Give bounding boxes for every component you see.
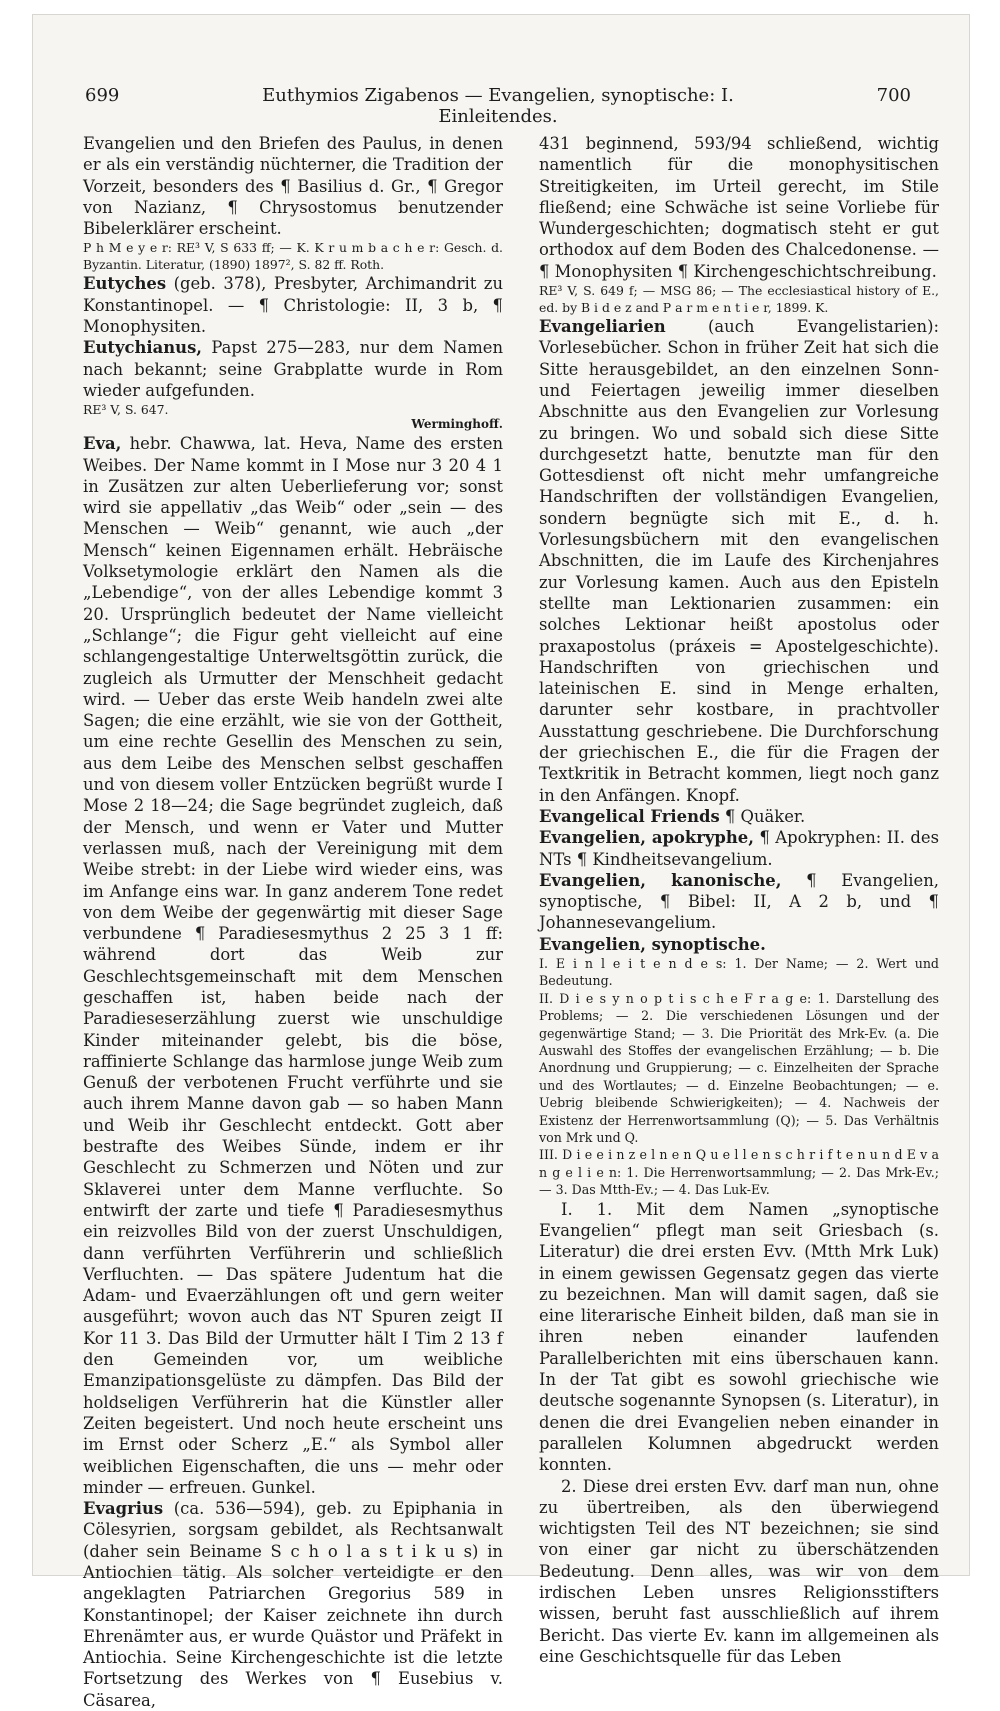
scanned-page bbox=[32, 14, 970, 1710]
paragraph bbox=[539, 870, 939, 934]
paragraph-text: I. E i n l e i t e n d e s: 1. Der Name; — 2. Wert und Bedeutung. bbox=[539, 955, 939, 989]
paragraph-text: ¶ Apokryphen: II. des NTs ¶ Kindheitsevangelium. bbox=[539, 828, 939, 869]
bibliography-note bbox=[539, 282, 939, 316]
paragraph bbox=[539, 133, 939, 282]
paragraph bbox=[83, 433, 503, 1498]
outline-entry bbox=[539, 955, 939, 990]
paragraph-text: (ca. 536—594), geb. zu Epiphania in Cölesyrien, sorgsam gebildet, als Rechtsanwalt (daher sein Beiname S c h o l a s t i k u s) in Antiochien tätig. Als solcher verteidigte er den angeklagten Patriarchen Gregorius 589 in Konstantinopel; der Kaiser zeichnete ihn durch Ehrenämter aus, er wurde Quästor und Präfekt in Antiochia. Seine Kirchengeschichte ist die letzte Fortsetzung des Werkes von ¶ Eusebius v. Cäsarea, bbox=[83, 1499, 503, 1710]
paragraph bbox=[83, 1498, 503, 1711]
paragraph bbox=[83, 273, 503, 337]
paragraph bbox=[539, 806, 939, 827]
entry-headword: Eutychianus, bbox=[83, 338, 203, 358]
entry-headword: Evangelien, synoptische. bbox=[539, 934, 766, 954]
paragraph-text: Papst 275—283, nur dem Namen nach bekannt; seine Grabplatte wurde in Rom wieder aufgefunden. bbox=[83, 338, 503, 400]
paragraph-text: ¶ Evangelien, synoptische, ¶ Bibel: II, A 2 b, und ¶ Johannesevangelium. bbox=[539, 870, 939, 933]
page-number-right: 700 bbox=[876, 85, 911, 106]
page-number-left: 699 bbox=[85, 85, 120, 106]
running-title: Euthymios Zigabenos — Evangelien, synoptische: I. Einleitendes. bbox=[262, 85, 734, 127]
paragraph-text: (geb. 378), Presbyter, Archimandrit zu Konstantinopel. — ¶ Christologie: II, 3 b, ¶ Monophysiten. bbox=[83, 274, 503, 337]
paragraph-text: hebr. Chawwa, lat. Heva, Name des ersten Weibes. Der Name kommt in I Mose nur 3 20 4 1 in Zusätzen zur alten Ueberlieferung vor; sonst wird sie appellativ „das Weib“ oder „sein — des Menschen — Weib“ genannt, wie auch „der Mensch“ keinen Eigennamen erhält. Hebräische Volksetymologie erklärt den Namen als die „Lebendige“, von der alles Lebendige kommt 3 20. Ursprünglich bedeutet der Name vielleicht „Schlange“; die Figur geht vielleicht auf eine schlangengestaltige Unterweltsgöttin zurück, die zugleich als Urmutter der Menschheit gedacht wird. — Ueber das erste Weib handeln zwei alte Sagen; die eine erzählt, wie sie von der Gottheit, um eine rechte Gesellin des Menschen zu sein, aus dem Leibe des Menschen selbst geschaffen und von diesem voller Entzücken begrüßt wurde I Mose 2 18—24; die Sage begründet zugleich, daß der Mensch, und wenn er Vater und Mutter verlassen muß, nach der Vereinigung mit dem Weibe strebt: in der Liebe wird wieder eins, was im Anfange eins war. In ganz anderem Tone redet von dem Weibe der gegenwärtig mit dieser Sage verbundene ¶ Paradiesesmythus 2 25 3 1 ff: während dort das Weib zur Geschlechtsgemeinschaft mit dem Menschen geschaffen ist, haben beide nach der Paradieseserzählung zuerst wie unschuldige Kinder miteinander gelebt, bis die böse, raffinierte Schlange das harmlose junge Weib zum Genuß der verbotenen Frucht verführte und sie auch ihrem Manne davon gab — so haben Mann und Weib ihr Geschlecht entdeckt. Gott aber bestrafte des Weibes Sünde, indem er ihr Geschlecht zu Schmerzen und Nöten und zur Sklaverei unter dem Manne verfluchte. So entwirft der zarte und tiefe ¶ Paradiesesmythus ein reizvolles Bild von der zuerst Unschuldigen, dann verführten Verführerin und schließlich Verfluchten. — Das spätere Judentum hat die Adam- und Evaerzählungen oft und gern weiter ausgeführt; wovon auch das NT Spuren zeigt II Kor 11 3. Das Bild der Urmutter hält I Tim 2 13 f den Gemeinden vor, um weibliche Emanzipationsgelüste zu dämpfen. Das Bild der holdseligen Verführerin hat die Künstler aller Zeiten begeistert. Und noch heute erscheint uns im Ernst oder Scherz „E.“ als Symbol aller weiblichen Eigenschaften, die uns — mehr oder minder — erfreuen. Gunkel. bbox=[83, 434, 503, 1497]
paragraph-text: I. 1. Mit dem Namen „synoptische Evangelien“ pflegt man seit Griesbach (s. Literatur) die drei ersten Evv. (Mtth Mrk Luk) in einem gewissen Gegensatz gegen das vierte zu bezeichnen. Man will damit sagen, daß sie eine literarische Einheit bilden, daß man sie in ihren neben einander laufenden Parallelberichten mit eins überschauen kann. In der Tat gibt es sowohl griechische wie deutsche sogenannte Synopsen (s. Literatur), in denen die drei Evangelien neben einander in parallelen Kolumnen abgedruckt werden konnten. bbox=[539, 1199, 939, 1475]
right-column bbox=[539, 133, 939, 1667]
left-column bbox=[83, 133, 503, 1711]
running-head bbox=[85, 85, 911, 127]
entry-headword: Evangelien, kanonische, bbox=[539, 870, 782, 890]
paragraph bbox=[539, 827, 939, 870]
paragraph-text: II. D i e s y n o p t i s c h e F r a g e: 1. Darstellung des Problems; — 2. Die verschiedenen Lösungen und der gegenwärtige Stand; — 3. Die Priorität des Mrk-Ev. (a. Die Auswahl des Stoffes der evangelischen Erzählung; — b. Die Anordnung und Gruppierung; — c. Einzelheiten der Sprache und des Wortlautes; — d. Einzelne Beobachtungen; — e. Uebrig bleibende Schwierigkeiten); — 4. Nachweis der Existenz der Herrenwortsammlung (Q); — 5. Das Verhältnis von Mrk und Q. bbox=[539, 990, 939, 1146]
paragraph-text: P h M e y e r: RE³ V, S 633 ff; — K. K r u m b a c h e r: Gesch. d. Byzantin. Literatur, (1890) 1897², S. 82 ff. Roth. bbox=[83, 240, 503, 273]
paragraph-text: 431 beginnend, 593/94 schließend, wichtig namentlich für die monophysitischen Streitigkeiten, im Urteil gerecht, im Stile fließend; eine Schwäche ist seine Vorliebe für Wundergeschichten; dogmatisch steht er gut orthodox auf dem Boden des Chalcedonense. — ¶ Monophysiten ¶ Kirchengeschichtschreibung. bbox=[539, 134, 939, 281]
paragraph bbox=[539, 316, 939, 806]
outline-entry bbox=[539, 1146, 939, 1198]
paragraph-text: ¶ Quäker. bbox=[719, 806, 806, 826]
paragraph-text: 2. Diese drei ersten Evv. darf man nun, ohne zu übertreiben, als den überwiegend wichtigsten Teil des NT bezeichnen; sie sind von einer gar nicht zu überschätzenden Bedeutung. Denn alles, was wir von dem irdischen Leben unsres Religionsstifters wissen, beruht fast ausschließlich auf ihrem Bericht. Das vierte Ev. kann im allgemeinen als eine Geschichtsquelle für das Leben bbox=[539, 1476, 939, 1666]
paragraph-text: (auch Evangelistarien): Vorlesebücher. Schon in früher Zeit hat sich die Sitte herausgebildet, an den einzelnen Sonn- und Feiertagen jeweilig immer dieselben Abschnitte aus den Evangelien zur Vorlesung zu bringen. Wo und sobald sich diese Sitte durchgesetzt hatte, benutzte man für den Gottesdienst oft nicht mehr umfangreiche Handschriften der vollständigen Evangelien, sondern begnügte sich mit E., d. h. Vorlesungsbüchern mit den evangelischen Abschnitten, die im Laufe des Kirchenjahres zur Vorlesung kamen. Auch aus den Episteln stellte man Lektionarien zusammen: ein solches Lektionar heißt apostolus oder praxapostolus (práxeis = Apostelgeschichte). Handschriften von griechischen und lateinischen E. sind in Menge erhalten, darunter sehr kostbare, in prachtvoller Ausstattung geschriebene. Die Durchforschung der griechischen E., die für die Fragen der Textkritik in Betracht kommen, liegt noch ganz in den Anfängen. Knopf. bbox=[539, 317, 939, 805]
outline-entry bbox=[539, 990, 939, 1147]
author-signature bbox=[83, 416, 503, 433]
entry-headword: Eva, bbox=[83, 434, 122, 454]
bibliography-note bbox=[83, 239, 503, 273]
paragraph-text: RE³ V, S. 647. bbox=[83, 402, 169, 418]
paragraph-text: Werminghoff. bbox=[411, 417, 503, 432]
entry-headword: Evagrius bbox=[83, 1499, 164, 1519]
paragraph bbox=[539, 934, 939, 955]
paragraph-text: Evangelien und den Briefen des Paulus, in denen er als ein verständig nüchterner, die Tradition der Vorzeit, besonders des ¶ Basilius d. Gr., ¶ Gregor von Nazianz, ¶ Chrysostomus benutzender Bibelerklärer erscheint. bbox=[83, 134, 503, 239]
paragraph bbox=[539, 1476, 939, 1668]
entry-headword: Eutyches bbox=[83, 274, 167, 294]
paragraph bbox=[539, 1199, 939, 1476]
paragraph-text: III. D i e e i n z e l n e n Q u e l l e n s c h r i f t e n u n d E v a n g e l i e n: 1. Die Herrenwortsammlung; — 2. Das Mrk-Ev.; — 3. Das Mtth-Ev.; — 4. Das Luk-Ev. bbox=[539, 1147, 939, 1198]
paragraph bbox=[83, 337, 503, 401]
entry-headword: Evangeliarien bbox=[539, 317, 666, 337]
entry-headword: Evangelical Friends bbox=[539, 806, 720, 826]
paragraph bbox=[83, 133, 503, 239]
entry-headword: Evangelien, apokryphe, bbox=[539, 828, 754, 848]
paragraph-text: RE³ V, S. 649 f; — MSG 86; — The ecclesiastical history of E., ed. by B i d e z and P a r m e n t i e r, 1899. K. bbox=[539, 283, 939, 316]
